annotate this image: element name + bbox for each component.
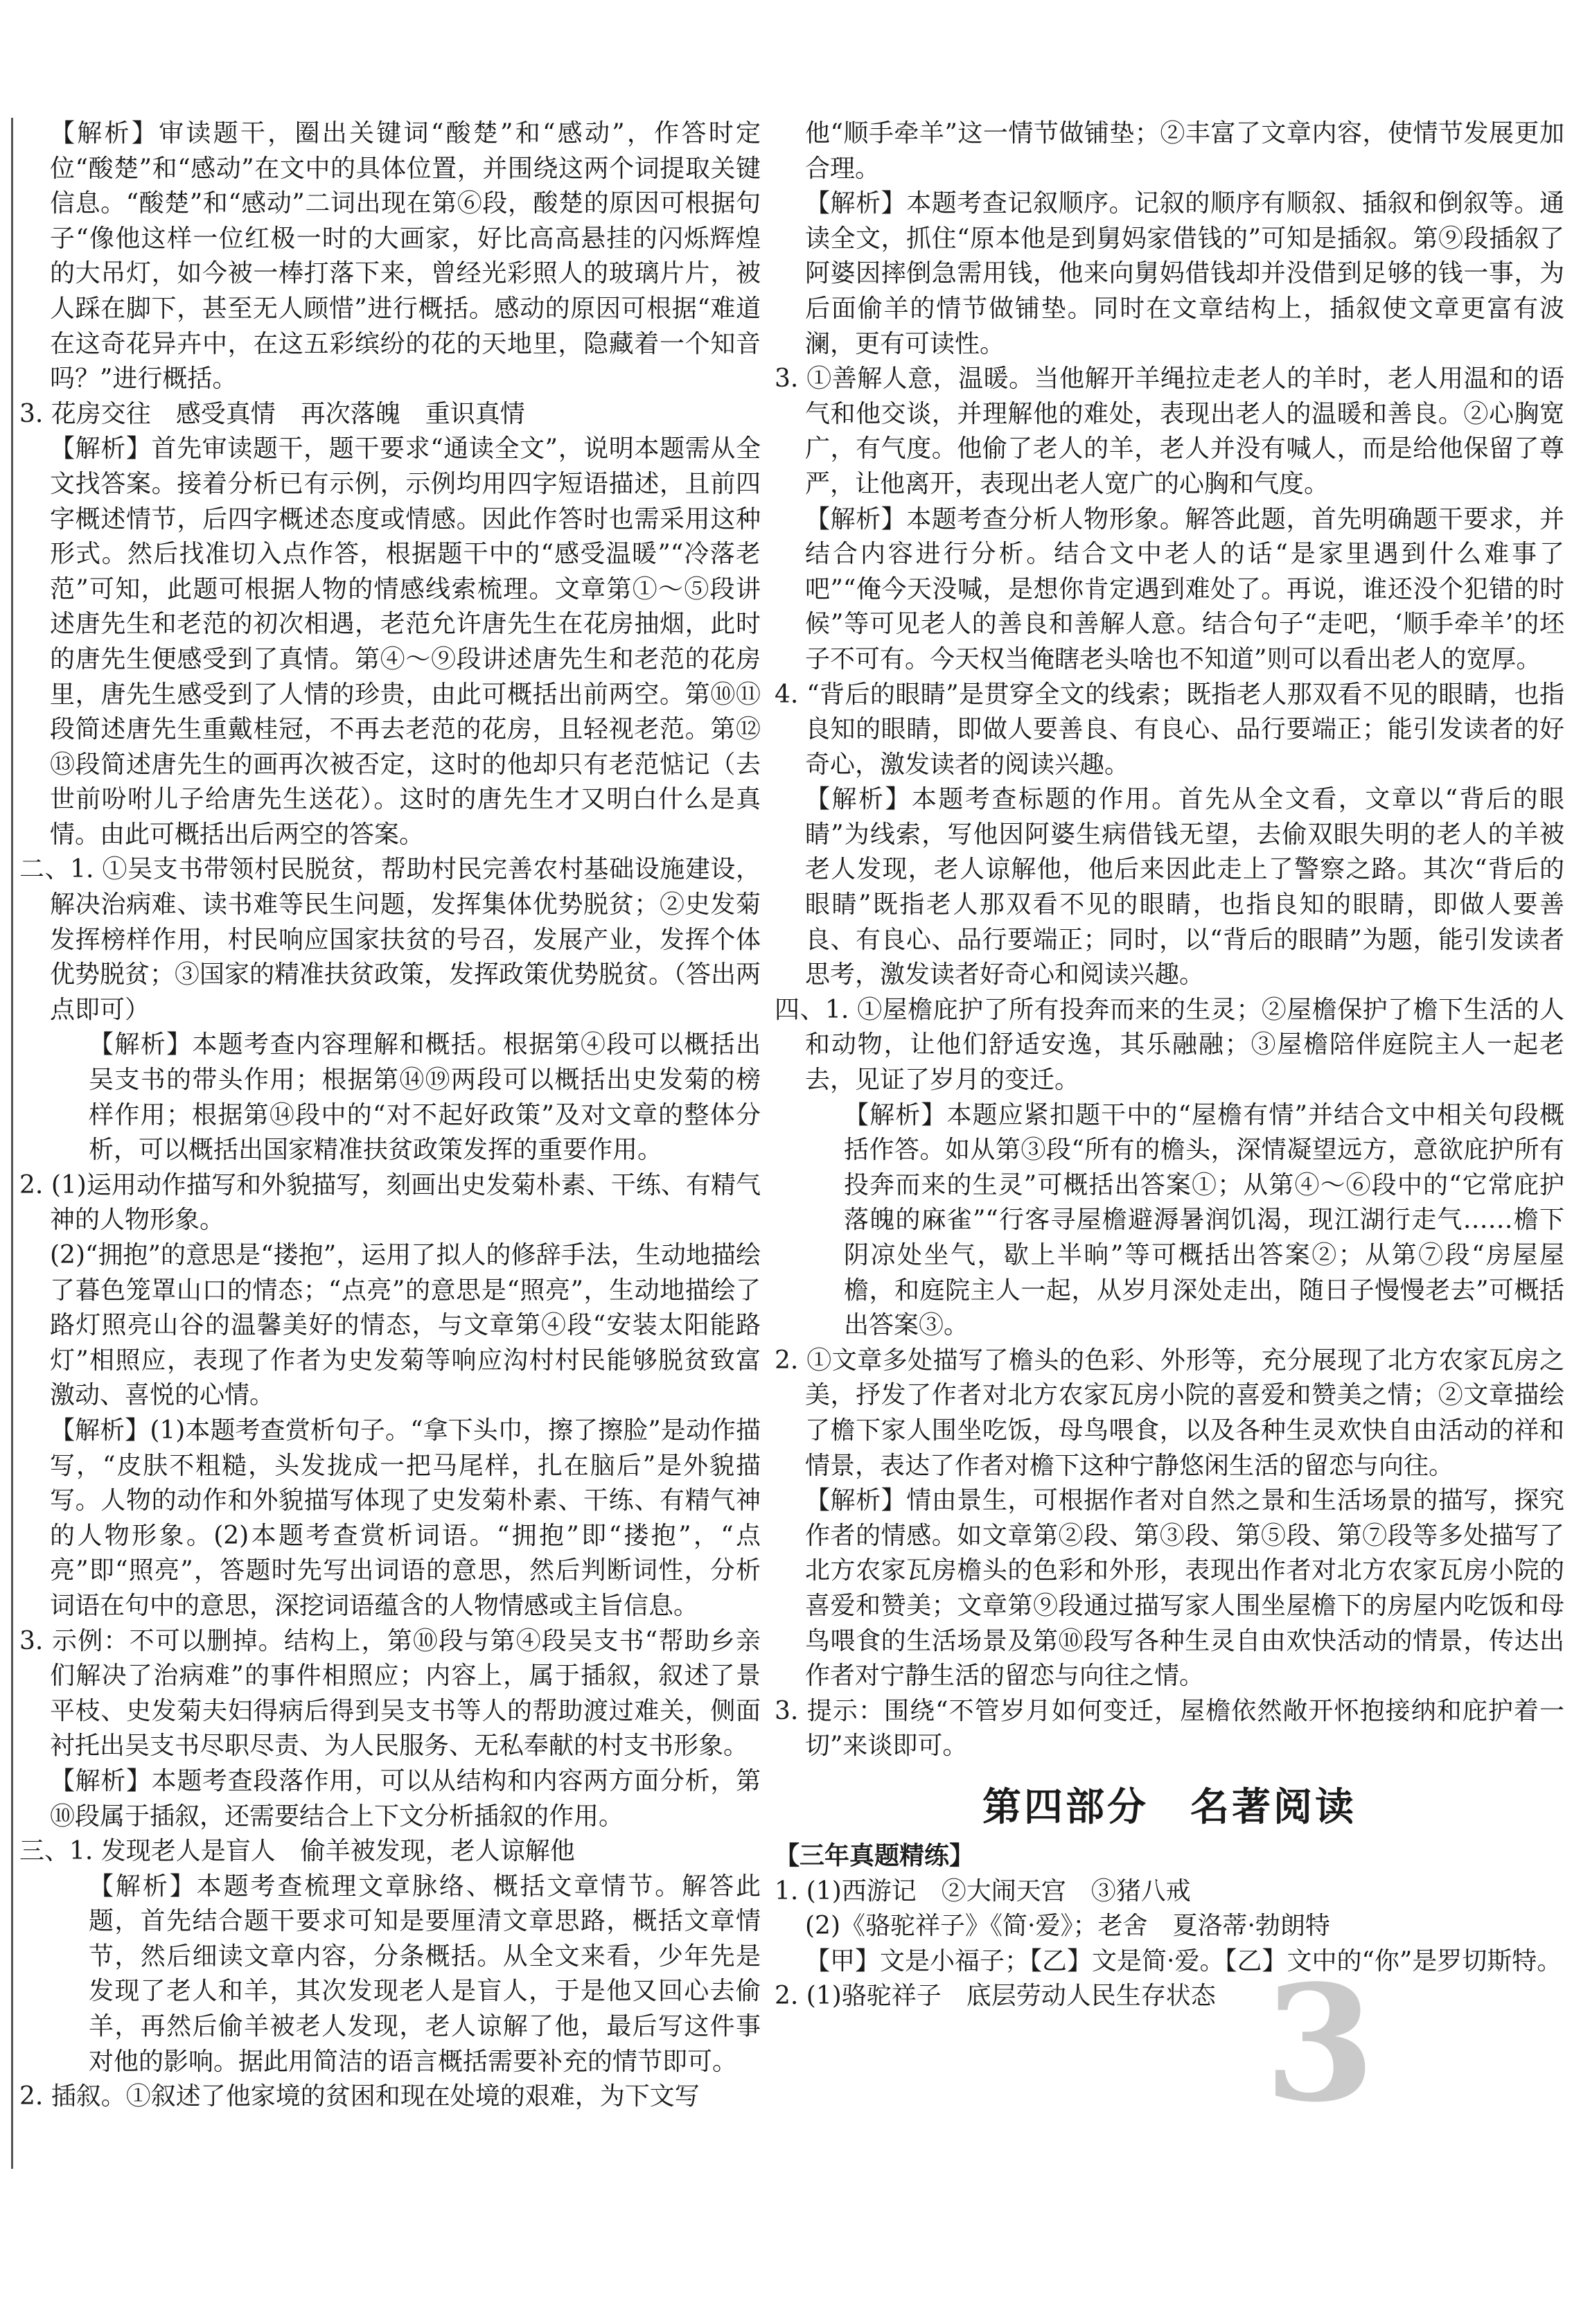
analysis-paragraph: 【解析】本题应紧扣题干中的“屋檐有情”并结合文中相关句段概括作答。如从第③段“所有的檐头，深情凝望远方，意欲庇护所有投奔而来的生灵”可概括出答案①；从第④～⑥段中的“它常庇护落魄的麻雀”“行客寻屋檐避溽暑润饥渴，现江湖行走气……檐下阴凉处坐气，歇上半晌”等可概括出答案②；从第⑦段“房屋屋檐，和庭院主人一起，从岁月深处走出，随日子慢慢老去”可概括出答案③。 [844,1100,1564,1340]
answer-item: 他“顺手牵羊”这一情节做铺垫；②丰富了文章内容，使情节发展更加合理。 [805,119,1564,183]
page-number-badge: 3 [1264,1951,1376,2138]
answer-item: 3. ①善解人意，温暖。当他解开羊绳拉走老人的羊时，老人用温和的语气和他交谈，并理解他的难处，表现出老人的温暖和善良。②心胸宽广，有气度。他偷了老人的羊，老人并没有喊人，而是给他保留了尊严，让他离开，表现出老人宽广的心胸和气度。 [775,364,1564,498]
analysis-paragraph: 【解析】情由景生，可根据作者对自然之景和生活场景的描写，探究作者的情感。如文章第②段、第③段、第⑤段、第⑦段等多处描写了北方农家瓦房檐头的色彩和外形，表现出作者对北方农家瓦房小院的喜爱和赞美；文章第⑨段通过描写家人围坐屋檐下的房屋内吃饭和母鸟喂食的生活场景及第⑩段写各种生灵自由欢快活动的情景，传达出作者对宁静生活的留恋与向往之情。 [805,1486,1564,1691]
analysis-paragraph: 【解析】本题考查梳理文章脉络、概括文章情节。解答此题，首先结合题干要求可知是要厘清文章思路，概括文章情节，然后细读文章内容，分条概括。从全文来看，少年先是发现了老人和羊，其次发现老人是盲人，于是他又回心去偷羊，再然后偷羊被老人发现，老人谅解了他，最后写这件事对他的影响。据此用简洁的语言概括需要补充的情节即可。 [89,1872,761,2076]
answer-item: 2. ①文章多处描写了檐头的色彩、外形等，充分展现了北方农家瓦房之美，抒发了作者对北方农家瓦房小院的喜爱和赞美之情；②文章描绘了檐下家人围坐吃饭，母鸟喂食，以及各种生灵欢快自由活动的祥和情景，表达了作者对檐下这种宁静悠闲生活的留恋与向往。 [775,1346,1564,1480]
answer-item: 2. 插叙。①叙述了他家境的贫困和现在处境的艰难，为下文写 [19,2082,700,2111]
answer-item: 2. (1)运用动作描写和外貌描写，刻画出史发菊朴素、干练、有精气神的人物形象。 [19,1170,761,1235]
answer-item: 4. “背后的眼睛”是贯穿全文的线索；既指老人那双看不见的眼睛，也指良知的眼睛，即做人要善良、有良心、品行要端正；能引发读者的好奇心，激发读者的阅读兴趣。 [775,680,1564,779]
answer-item: 1. (1)西游记 ②大闹天宫 ③猪八戒 [775,1876,1191,1905]
right-column [775,116,1564,2014]
answer-item: (2)“拥抱”的意思是“搂抱”，运用了拟人的修辞手法，生动地描绘了暮色笼罩山口的情态；“点亮”的意思是“照亮”，生动地描绘了路灯照亮山谷的温馨美好的情态，与文章第④段“安装太阳能路灯”相照应，表现了作者为史发菊等响应沟村村民能够脱贫致富激动、喜悦的心情。 [50,1241,761,1410]
answer-item: (2)《骆驼祥子》《简·爱》；老舍 夏洛蒂·勃朗特 [805,1912,1330,1941]
answer-item: 四、1. ①屋檐庇护了所有投奔而来的生灵；②屋檐保护了檐下生活的人和动物，让他们舒适安逸，其乐融融；③屋檐陪伴庭院主人一起老去，见证了岁月的变迁。 [775,995,1564,1095]
analysis-paragraph: 【解析】本题考查分析人物形象。解答此题，首先明确题干要求，并结合内容进行分析。结合文中老人的话“是家里遇到什么难事了吧”“俺今天没喊，是想你肯定遇到难处了。再说，谁还没个犯错的时候”等可见老人的善良和善解人意。结合句子“走吧，‘顺手牵羊’的坯子不可有。今天权当俺瞎老头啥也不知道”则可以看出老人的宽厚。 [805,504,1564,674]
column-rule [11,118,13,2169]
answer-item: 3. 花房交往 感受真情 再次落魄 重识真情 [19,399,525,428]
analysis-paragraph: 【解析】首先审读题干，题干要求“通读全文”，说明本题需从全文找答案。接着分析已有示例，示例均用四字短语描述，且前四字概述情节，后四字概述态度或情感。因此作答时也需采用这种形式。然后找准切入点作答，根据题干中的“感受温暖”“冷落老范”可知，此题可根据人物的情感线索梳理。文章第①～⑤段讲述唐先生和老范的初次相遇，老范允许唐先生在花房抽烟，此时的唐先生便感受到了真情。第④～⑨段讲述唐先生和老范的花房里，唐先生感受到了人情的珍贵，由此可概括出前两空。第⑩⑪段简述唐先生重戴桂冠，不再去老范的花房，且轻视老范。第⑫⑬段简述唐先生的画再次被否定，这时的他却只有老范惦记（去世前吩咐儿子给唐先生送花）。这时的唐先生才又明白什么是真情。由此可概括出后两空的答案。 [50,434,761,849]
analysis-paragraph: 【解析】本题考查记叙顺序。记叙的顺序有顺叙、插叙和倒叙等。通读全文，抓住“原本他是到舅妈家借钱的”可知是插叙。第⑨段插叙了阿婆因摔倒急需用钱，他来向舅妈借钱却并没借到足够的钱一事，为后面偷羊的情节做铺垫。同时在文章结构上，插叙使文章更富有波澜，更有可读性。 [805,189,1564,358]
answer-item: 二、1. ①吴支书带领村民脱贫，帮助村民完善农村基础设施建设，解决治病难、读书难等民生问题，发挥集体优势脱贫；②史发菊发挥榜样作用，村民响应国家扶贫的号召，发展产业，发挥个体优势脱贫；③国家的精准扶贫政策，发挥政策优势脱贫。（答出两点即可） [19,855,761,1024]
analysis-paragraph: 【解析】审读题干，圈出关键词“酸楚”和“感动”，作答时定位“酸楚”和“感动”在文中的具体位置，并围绕这两个词提取关键信息。“酸楚”和“感动”二词出现在第⑥段，酸楚的原因可根据句子“像他这样一位红极一时的大画家，好比高高悬挂的闪烁辉煌的大吊灯，如今被一棒打落下来，曾经光彩照人的玻璃片片，被人踩在脚下，甚至无人顾惜”进行概括。感动的原因可根据“难道在这奇花异卉中，在这五彩缤纷的花的天地里，隐藏着一个知音吗？”进行概括。 [50,119,761,394]
answer-item: 3. 示例：不可以删掉。结构上，第⑩段与第④段吴支书“帮助乡亲们解决了治病难”的事件相照应；内容上，属于插叙，叙述了景平枝、史发菊夫妇得病后得到吴支书等人的帮助渡过难关，侧面衬托出吴支书尽职尽责、为人民服务、无私奉献的村支书形象。 [19,1626,761,1761]
answer-item: 3. 提示：围绕“不管岁月如何变迁，屋檐依然敞开怀抱接纳和庇护着一切”来谈即可。 [775,1696,1564,1761]
answer-item: 三、1. 发现老人是盲人 偷羊被发现，老人谅解他 [19,1837,575,1866]
analysis-paragraph: 【解析】本题考查内容理解和概括。根据第④段可以概括出吴支书的带头作用；根据第⑭⑲两段可以概括出史发菊的榜样作用；根据第⑭段中的“对不起好政策”及对文章的整体分析，可以概括出国家精准扶贫政策发挥的重要作用。 [89,1030,761,1165]
answer-item: 【甲】文是小福子；【乙】文是简·爱。【乙】文中的“你”是罗切斯特。 [805,1946,1562,1975]
section-title: 第四部分 名著阅读 [982,1784,1357,1830]
analysis-paragraph: 【解析】本题考查段落作用，可以从结构和内容两方面分析，第⑩段属于插叙，还需要结合上下文分析插叙的作用。 [50,1766,761,1831]
left-column [19,116,761,2115]
subsection-heading: 【三年真题精练】 [775,1841,975,1870]
answer-item: 2. (1)骆驼祥子 底层劳动人民生存状态 [775,1982,1216,2011]
analysis-paragraph: 【解析】(1)本题考查赏析句子。“拿下头巾，擦了擦脸”是动作描写，“皮肤不粗糙，头发拢成一把马尾样，扎在脑后”是外貌描写。人物的动作和外貌描写体现了史发菊朴素、干练、有精气神的人物形象。(2)本题考查赏析词语。“拥抱”即“搂抱”，“点亮”即“照亮”，答题时先写出词语的意思，然后判断词性，分析词语在句中的意思，深挖词语蕴含的人物情感或主旨信息。 [50,1416,761,1620]
analysis-paragraph: 【解析】本题考查标题的作用。首先从全文看，文章以“背后的眼睛”为线索，写他因阿婆生病借钱无望，去偷双眼失明的老人的羊被老人发现，老人谅解他，他后来因此走上了警察之路。其次“背后的眼睛”既指老人那双看不见的眼睛，也指良知的眼睛，即做人要善良、有良心、品行要端正；同时，以“背后的眼睛”为题，能引发读者思考，激发读者好奇心和阅读兴趣。 [805,785,1564,989]
